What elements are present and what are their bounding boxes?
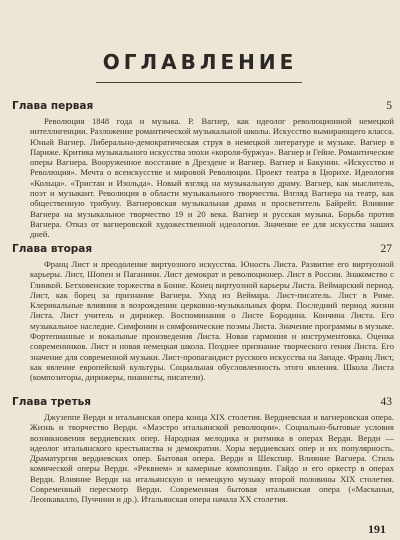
chapter-heading-row	[12, 396, 394, 408]
chapter-heading-row	[12, 100, 394, 112]
title-underline	[96, 82, 302, 83]
chapter-summary: Революция 1848 года и музыка. Р. Вагнер, как идеолог революционной немецкой интеллигенции. Разложение романтической музыкальной школы. Искусство вымирающего класса. Юный Вагнер. Либерально-демократическая струя в немецкой литературе и музыке. Вагнер в Париже. Критика музыкального искусства эпохи «короля-буржуа». Вагнер и Гейне. Романтические оперы Вагнера. Вооруженное восстание в Дрездене и Вагнер. Вагнер и Бакунин. «Искусство и Революция». Мечта о всеискусстве и мировой Революции. Проект театра в Цюрихе. Идеология «Кольца». «Тристан и Изольда». Новый взгляд на музыкальную драму. Вагнер, как мыслитель, поэт и музыкант. Революция в области музыкального творчества. Взгляд Вагнера на театр, как общественную трибуну. Вагнеровская музыкальная драма и просветитель Байрейт. Влияние Вагнера на музыкальное творчество 19 и 20 века. Вагнер и русская музыка. Борьба против Вагнера. Отказ от вагнеровской художественной идеологии. Значение ее для искусства наших дней.	[30, 116, 394, 240]
chapter-heading: Глава третья	[12, 396, 92, 408]
page-folio-number: 191	[368, 522, 386, 536]
chapter-heading: Глава вторая	[12, 243, 93, 255]
chapter-entry-2	[12, 243, 394, 383]
chapter-page-number: 43	[380, 396, 392, 408]
chapter-entry-3	[12, 396, 394, 505]
chapter-summary: Франц Лист и преодоление виртуозного искусства. Юность Листа. Развитие его виртуозной карьеры. Лист, Шопен и Паганини. Лист демократ и революционер. Лист в России. Знакомство с Глинкой. Бетховенские торжества в Бонне. Конец виртуозной карьеры Листа. Веймарский период. Лист, как борец за признание Вагнера. Уход из Веймара. Лист-писатель. Лист в Риме. Клерикальные влияния в возрождении церковно-музыкальных форм. Последний период жизни Листа. Лист учитель и дирижер. Воспоминания о Листе Бородина. Кончина Листа. Его музыкальное наследие. Симфонии и симфонические поэмы Листа. Значение программы в музыке. Фортепианные и вокальные произведения Листа. Новая гармония и инструментовка. Оценка современников. Лист и новая немецкая школа. Позднее признание творческого гения Листа. Его значение для современной музыки. Лист-пропагандист русского искусства на Западе. Франц Лист, как явление европейской культуры. Социальная обусловленность этого явления. Школа Листа (композиторы, дирижеры, пианисты, писатели).	[30, 259, 394, 383]
chapter-page-number: 5	[386, 100, 392, 112]
page-title: ОГЛАВЛЕНИЕ	[102, 50, 298, 74]
chapter-summary: Джузеппе Верди и итальянская опера конца XIX столетия. Вердиевская и вагнеровская опера. Жизнь и творчество Верди. «Маэстро итальянской революции». Социально-бытовые условия возникновения вердиевских опер. Народная мелодика и ритмика в операх Верди. Верди — идеолог итальянского крестьянства и демократии. Хоры вердиевских опер и их популярность. Драматургия вердиевских опер. Бытовая опера. Верди и Шекспир. Влияние Вагнера. Стиль комической оперы Верди. «Реквием» и камерные композиции. Гайдо и его оркестр в операх Верди. Влияние Верди на итальянскую и немецкую музыку второй половины XIX столетия. Современный пересмотр Верди. Современная бытовая итальянская опера («Масканьи, Леонкавалло, Пуччини и др.). Итальянская опера начала XX столетия.	[30, 412, 394, 505]
chapter-entry-1	[12, 100, 394, 240]
chapter-heading: Глава первая	[12, 100, 94, 112]
chapter-page-number: 27	[380, 243, 392, 255]
chapter-heading-row	[12, 243, 394, 255]
